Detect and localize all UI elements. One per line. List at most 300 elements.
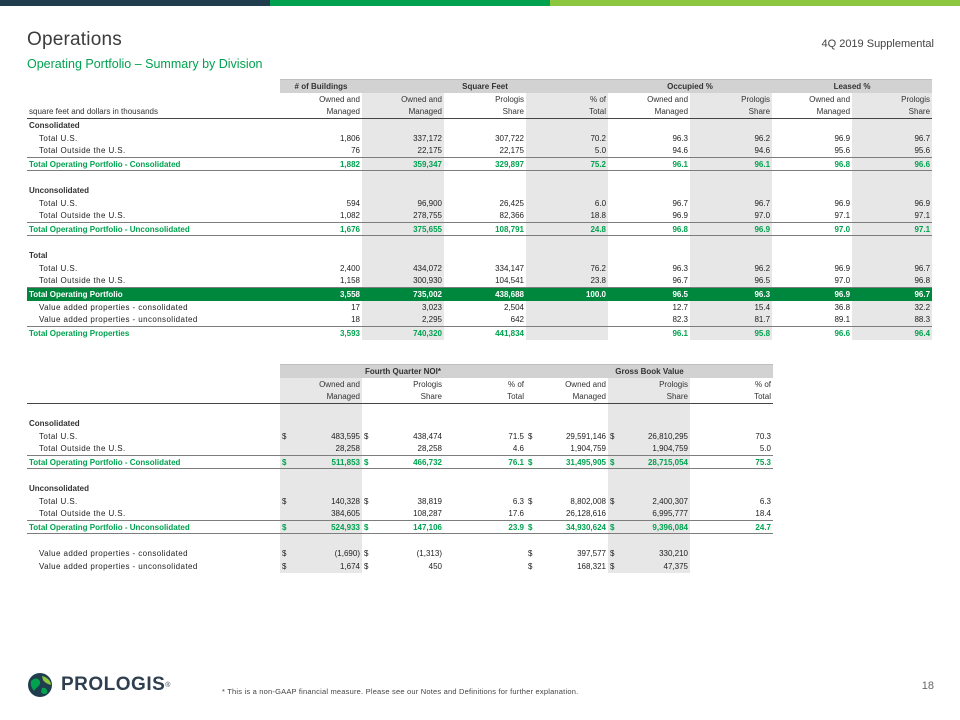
blank-cell	[526, 236, 608, 249]
table-row	[27, 288, 932, 301]
table-cell: 4.6	[444, 443, 526, 456]
table-row	[27, 210, 932, 223]
top-color-bar	[0, 0, 960, 6]
table-cell	[608, 417, 690, 430]
table-cell: 97.1	[852, 210, 932, 223]
column-header: Managed	[280, 391, 362, 404]
row-label: Total Outside the U.S.	[27, 275, 280, 288]
table-cell: 95.6	[772, 145, 852, 158]
table-cell: 32.2	[852, 301, 932, 314]
blank-cell	[526, 469, 608, 482]
column-header: Share	[362, 391, 444, 404]
table-row	[27, 275, 932, 288]
table-cell: 96.3	[672, 263, 689, 273]
table-cell: 96.9	[690, 223, 772, 236]
spacer-row	[27, 469, 773, 482]
table-cell: 100.0	[526, 288, 608, 301]
row-label: Total Operating Portfolio - Unconsolidated	[27, 223, 280, 236]
table-cell: 1,904,759	[526, 443, 608, 456]
table-cell: 740,320	[362, 327, 444, 340]
table-cell: 97.1	[772, 210, 852, 223]
table-cell	[608, 249, 690, 262]
table-cell: 96.6	[834, 328, 851, 338]
cell-value: 511,853	[331, 457, 360, 467]
row-label: Value added properties - unconsolidated	[27, 314, 280, 327]
table-cell: 108,791	[444, 223, 526, 236]
table-row	[27, 223, 932, 236]
blank-cell	[27, 404, 280, 417]
table-cell: 96.2	[690, 262, 772, 275]
column-header: Owned and	[647, 94, 689, 104]
table-cell: 96.7	[852, 132, 932, 145]
blank-cell	[772, 171, 852, 184]
report-period: 4Q 2019 Supplemental	[821, 38, 934, 50]
table-cell: 96.7	[852, 288, 932, 301]
table-cell	[772, 184, 852, 197]
table-cell: 96.9	[834, 133, 851, 143]
spacer-row	[27, 534, 773, 547]
spacer-row	[27, 171, 932, 184]
table-cell: 307,722	[495, 133, 524, 143]
table-cell	[608, 430, 690, 443]
blank-cell	[526, 534, 608, 547]
row-label: Total Outside the U.S.	[27, 145, 280, 158]
table-cell	[608, 184, 690, 197]
table-row	[27, 145, 932, 158]
section-row	[27, 417, 773, 430]
row-label: Total Operating Portfolio - Consolidated	[27, 456, 280, 469]
table-cell: 26,128,616	[526, 508, 608, 521]
table-cell: 96.2	[690, 132, 772, 145]
dollar-sign: $	[610, 561, 615, 571]
logo-wordmark: PROLOGIS	[61, 674, 166, 695]
table-cell: 88.3	[852, 314, 932, 327]
table-cell	[280, 119, 362, 132]
table-cell: 96.3	[690, 288, 772, 301]
table-cell: 82,366	[444, 210, 526, 223]
table-cell	[362, 495, 444, 508]
table-cell	[280, 456, 362, 469]
column-header: Total	[526, 106, 608, 119]
table-cell	[526, 327, 608, 340]
blank-cell	[27, 236, 280, 249]
blank-cell	[690, 236, 772, 249]
table-cell: 18.4	[690, 508, 773, 521]
blank-cell	[280, 534, 362, 547]
cell-value: 438,474	[413, 431, 442, 441]
currency-cell	[528, 562, 606, 571]
table-cell	[526, 314, 608, 327]
cell-value: 38,819	[417, 496, 442, 506]
table-cell: 2,295	[362, 314, 444, 327]
table-cell: 108,287	[362, 508, 444, 521]
table-cell: 96.3	[672, 133, 689, 143]
blank-cell	[852, 171, 932, 184]
cell-value: 34,930,624	[565, 522, 606, 532]
table-cell	[444, 417, 526, 430]
blank-cell	[27, 391, 280, 404]
table-cell: 375,655	[362, 223, 444, 236]
row-label: Total	[29, 250, 48, 260]
table-cell: 96.8	[608, 223, 690, 236]
table-cell: 95.6	[852, 145, 932, 158]
row-label: Consolidated	[29, 418, 80, 428]
blank-cell	[280, 236, 362, 249]
table-cell: 96.9	[834, 198, 851, 208]
spacer-row	[27, 404, 773, 417]
column-header: Prologis	[495, 94, 524, 104]
table-cell	[362, 417, 444, 430]
table-cell	[772, 249, 852, 262]
table-cell	[526, 301, 608, 314]
table-cell: 75.3	[690, 456, 773, 469]
table-cell: 81.7	[690, 314, 772, 327]
column-header-row	[27, 106, 932, 119]
row-label: Total U.S.	[39, 133, 78, 143]
table-row	[27, 197, 932, 210]
column-header: Owned and	[280, 378, 362, 391]
section-row	[27, 249, 932, 262]
blank-cell	[444, 236, 526, 249]
table-cell: 76	[280, 145, 362, 158]
group-header: Occupied %	[608, 80, 772, 93]
group-header: Leased %	[772, 80, 932, 93]
table-cell	[362, 482, 444, 495]
currency-cell	[282, 523, 360, 532]
table-cell: 96.5	[608, 288, 690, 301]
table-cell: 3,593	[339, 328, 360, 338]
table-cell: 94.6	[690, 145, 772, 158]
currency-cell	[610, 523, 688, 532]
table-cell	[690, 119, 772, 132]
dollar-sign: $	[282, 548, 287, 558]
table-cell: 96.8	[772, 158, 852, 171]
column-header: Managed	[772, 106, 852, 119]
cell-value: 31,495,905	[565, 457, 606, 467]
table-cell: 96.9	[608, 210, 690, 223]
table-cell	[444, 119, 526, 132]
table-cell: 96.8	[852, 275, 932, 288]
currency-cell	[364, 523, 442, 532]
table-cell: 96.7	[608, 275, 690, 288]
column-header: Managed	[526, 391, 608, 404]
table-cell	[362, 547, 444, 560]
table-cell: 1,082	[280, 210, 362, 223]
row-label: Total Operating Portfolio - Consolidated	[27, 158, 280, 171]
table-cell: 300,930	[362, 275, 444, 288]
currency-cell	[610, 432, 688, 441]
blank-cell	[526, 404, 608, 417]
table-cell	[608, 482, 690, 495]
section-row	[27, 119, 932, 132]
table-cell	[526, 119, 608, 132]
cell-value: 397,577	[577, 548, 606, 558]
blank-cell	[280, 171, 362, 184]
table-cell: 6.3	[759, 496, 771, 506]
table-cell: 28,258	[362, 443, 444, 456]
dollar-sign: $	[528, 457, 533, 467]
table-cell	[690, 249, 772, 262]
table-cell: 642	[444, 314, 526, 327]
table-row	[27, 301, 932, 314]
currency-cell	[528, 432, 606, 441]
currency-cell	[282, 549, 360, 558]
currency-cell	[528, 549, 606, 558]
column-header: Managed	[280, 106, 362, 119]
dollar-sign: $	[528, 548, 533, 558]
table-cell	[280, 560, 362, 573]
table-cell: 329,897	[444, 158, 526, 171]
dollar-sign: $	[610, 548, 615, 558]
table-cell	[852, 119, 932, 132]
table-row	[27, 521, 773, 534]
group-header-row	[27, 365, 773, 378]
cell-value: 9,396,084	[652, 522, 688, 532]
table-row	[27, 327, 932, 340]
table-cell	[526, 482, 608, 495]
table-cell	[444, 547, 526, 560]
currency-cell	[282, 562, 360, 571]
row-label: Value added properties - consolidated	[39, 302, 188, 312]
blank-cell	[27, 80, 280, 93]
table-cell: 441,834	[495, 328, 524, 338]
column-header: Share	[608, 391, 690, 404]
table-cell	[362, 521, 444, 534]
cell-value: (1,313)	[416, 548, 442, 558]
table-cell: 104,541	[444, 275, 526, 288]
cell-value: 524,933	[331, 522, 360, 532]
table-cell	[690, 417, 773, 430]
table-cell: 96.1	[672, 328, 689, 338]
table-cell: 23.8	[526, 275, 608, 288]
column-header: Prologis	[852, 93, 932, 106]
currency-cell	[364, 432, 442, 441]
table-cell: 17	[351, 302, 360, 312]
dollar-sign: $	[364, 431, 369, 441]
dollar-sign: $	[610, 522, 615, 532]
table-cell	[608, 456, 690, 469]
logo-registered-mark: ®	[165, 681, 171, 689]
column-header: Prologis	[413, 379, 442, 389]
table-row	[27, 262, 932, 275]
row-label: Total Outside the U.S.	[27, 210, 280, 223]
currency-cell	[364, 562, 442, 571]
column-header: Share	[690, 106, 772, 119]
dollar-sign: $	[610, 496, 615, 506]
cell-value: 47,375	[663, 561, 688, 571]
table-cell: 96.9	[852, 197, 932, 210]
table-row	[27, 314, 932, 327]
table-cell	[526, 456, 608, 469]
table-cell	[444, 482, 526, 495]
table-cell: 96.5	[690, 275, 772, 288]
table-cell: 28,258	[280, 443, 362, 456]
cell-value: 450	[428, 561, 442, 571]
table-cell	[608, 495, 690, 508]
table-cell: 3,558	[280, 288, 362, 301]
units-label: square feet and dollars in thousands	[27, 106, 280, 119]
cell-value: 28,715,054	[647, 457, 688, 467]
row-label: Consolidated	[29, 120, 80, 130]
row-label: Unconsolidated	[29, 185, 90, 195]
row-label: Unconsolidated	[29, 483, 90, 493]
bar-green	[270, 0, 550, 6]
table-cell: 23.9	[444, 521, 526, 534]
table-cell: 359,347	[362, 158, 444, 171]
row-label: Total U.S.	[39, 263, 78, 273]
table-row	[27, 132, 932, 145]
table-cell	[280, 417, 362, 430]
bar-navy	[0, 0, 270, 6]
dollar-sign: $	[528, 561, 533, 571]
table-row	[27, 443, 773, 456]
table-cell: 76.2	[526, 262, 608, 275]
blank-cell	[280, 469, 362, 482]
cell-value: 26,810,295	[647, 431, 688, 441]
table-cell	[362, 119, 444, 132]
table-cell	[526, 430, 608, 443]
table-cell: 18	[280, 314, 362, 327]
currency-cell	[364, 458, 442, 467]
table-cell	[280, 521, 362, 534]
table-cell: 384,605	[280, 508, 362, 521]
page-number: 18	[921, 680, 934, 692]
dollar-sign: $	[282, 496, 287, 506]
table-cell	[444, 184, 526, 197]
table-cell	[772, 119, 852, 132]
noi-gbv-table	[27, 364, 773, 573]
blank-cell	[608, 404, 690, 417]
column-header: Prologis	[608, 378, 690, 391]
dollar-sign: $	[364, 548, 369, 558]
dollar-sign: $	[282, 561, 287, 571]
table-cell: 96.1	[690, 158, 772, 171]
table-cell: 94.6	[608, 145, 690, 158]
table-cell: 594	[346, 198, 360, 208]
table-cell: 97.1	[852, 223, 932, 236]
table-cell	[608, 547, 690, 560]
dollar-sign: $	[364, 561, 369, 571]
footnote: * This is a non-GAAP financial measure. Please see our Notes and Definitions for further explanation.	[222, 687, 579, 696]
cell-value: 8,802,008	[570, 496, 606, 506]
table-cell	[608, 560, 690, 573]
blank-cell	[27, 469, 280, 482]
dollar-sign: $	[364, 496, 369, 506]
blank-cell	[27, 378, 280, 391]
table-cell: 36.8	[834, 302, 851, 312]
cell-value: 29,591,146	[565, 431, 606, 441]
blank-cell	[444, 469, 526, 482]
table-cell	[362, 430, 444, 443]
column-header: Total	[444, 391, 526, 404]
blank-cell	[690, 534, 773, 547]
table-cell: 5.0	[526, 145, 608, 158]
blank-cell	[444, 404, 526, 417]
blank-cell	[280, 404, 362, 417]
row-label: Total U.S.	[39, 431, 78, 441]
currency-cell	[282, 458, 360, 467]
row-label: Total Outside the U.S.	[27, 508, 280, 521]
table-cell	[608, 119, 690, 132]
table-cell	[280, 547, 362, 560]
table-cell: 97.0	[690, 210, 772, 223]
table-row	[27, 495, 773, 508]
table-cell	[362, 184, 444, 197]
table-cell	[526, 547, 608, 560]
table-cell	[852, 249, 932, 262]
table-cell	[280, 482, 362, 495]
column-header-row	[27, 93, 932, 106]
table-cell: 5.0	[690, 443, 773, 456]
cell-value: 1,674	[339, 561, 360, 571]
table-cell: 71.5	[508, 431, 524, 441]
blank-cell	[690, 404, 773, 417]
table-cell: 1,806	[339, 133, 360, 143]
column-header: Owned and	[319, 94, 360, 104]
table-cell	[280, 495, 362, 508]
dollar-sign: $	[364, 522, 369, 532]
blank-cell	[27, 93, 280, 106]
column-header: Prologis	[690, 93, 772, 106]
blank-cell	[362, 171, 444, 184]
table-cell: 96.7	[852, 262, 932, 275]
table-cell: 22,175	[362, 145, 444, 158]
table-cell	[280, 249, 362, 262]
table-cell: 3,023	[362, 301, 444, 314]
table-cell	[526, 521, 608, 534]
table-cell	[608, 521, 690, 534]
currency-cell	[364, 497, 442, 506]
spacer-row	[27, 236, 932, 249]
table-cell: 96.1	[608, 158, 690, 171]
table-cell: 97.0	[772, 275, 852, 288]
column-header: % of	[754, 379, 771, 389]
table-cell: 2,400	[339, 263, 360, 273]
table-cell: 6,995,777	[608, 508, 690, 521]
currency-cell	[528, 497, 606, 506]
row-label: Total Operating Properties	[29, 328, 130, 338]
table-cell	[280, 430, 362, 443]
table-row	[27, 430, 773, 443]
table-cell: 6.0	[526, 197, 608, 210]
table-cell	[444, 249, 526, 262]
column-header: Total	[690, 391, 773, 404]
cell-value: 168,321	[577, 561, 606, 571]
cell-value: (1,690)	[334, 548, 360, 558]
currency-cell	[528, 458, 606, 467]
table-cell	[444, 560, 526, 573]
blank-cell	[27, 534, 280, 547]
table-cell: 76.1	[444, 456, 526, 469]
currency-cell	[528, 523, 606, 532]
currency-cell	[610, 458, 688, 467]
blank-cell	[690, 171, 772, 184]
dollar-sign: $	[282, 522, 287, 532]
table-cell: 337,172	[362, 132, 444, 145]
column-header-row	[27, 378, 773, 391]
blank-cell	[27, 171, 280, 184]
row-label: Value added properties - unconsolidated	[39, 561, 198, 571]
row-label: Total Operating Portfolio	[27, 288, 280, 301]
bar-lime	[550, 0, 960, 6]
table-cell	[690, 547, 773, 560]
blank-cell	[608, 469, 690, 482]
group-header: Gross Book Value	[526, 365, 773, 378]
column-header: % of	[507, 379, 524, 389]
table-cell: 17.6	[444, 508, 526, 521]
table-cell: 434,072	[362, 262, 444, 275]
blank-cell	[608, 534, 690, 547]
